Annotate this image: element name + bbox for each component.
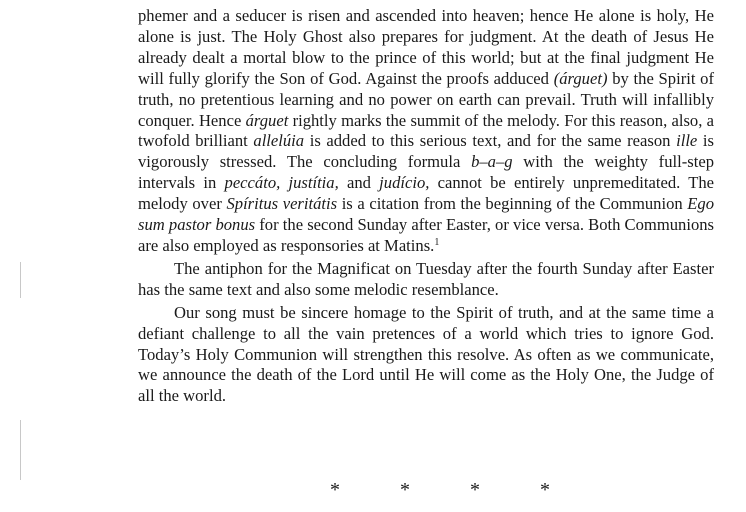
asterisk-4: * [540, 479, 550, 501]
text-run: with the weighty full-step intervals in [138, 152, 714, 193]
footnote-marker: 1 [434, 236, 440, 248]
italic-term: (árguet) [553, 68, 608, 88]
paragraph-3 [138, 303, 714, 408]
section-separator [320, 480, 560, 500]
italic-term: peccáto, justítia, [224, 173, 339, 193]
text-run: The antiphon for the Magnificat on Tuesday after the fourth Sunday after Easter has the same text and also some melodic resemblance. [138, 258, 714, 299]
text-run: is added to this serious text, and for the same reason [304, 131, 677, 151]
italic-term: b–a–g [471, 152, 513, 172]
text-run: cannot be entirely unpremeditated. The melody over [138, 173, 714, 214]
text-run: by the Spirit of truth, no pretentious learning and no power on earth can prevail. Truth will infallibly conquer. Hence [138, 68, 714, 130]
italic-term: árguet [245, 110, 289, 130]
italic-term: ille [676, 131, 698, 151]
text-run: Our song must be sincere homage to the Spirit of truth, and at the same time a defiant challenge to all the vain pretences of a world which tries to ignore God. Today’s Holy Communion will strengthen this resolve. As often as we communicate, we announce the death of the Lord until He will come as the Holy One, the Judge of all the world. [138, 302, 714, 406]
paragraph-2 [138, 259, 714, 301]
italic-term: judício, [379, 173, 430, 193]
text-run: rightly marks the summit of the melody. For this reason, also, a twofold brilliant [138, 110, 714, 151]
margin-scan-mark-upper [20, 262, 21, 298]
asterisk-2: * [400, 479, 410, 501]
italic-term: Ego sum pastor bonus [138, 194, 714, 235]
asterisk-1: * [330, 479, 340, 501]
margin-scan-mark-lower [20, 420, 21, 480]
text-run: for the second Sunday after Easter, or vice versa. Both Communions are also employed as responsories at Matins. [138, 215, 714, 255]
text-run: and [338, 173, 380, 193]
text-run: phemer and a seducer is risen and ascended into heaven; hence He alone is holy, He alone is just. The Holy Ghost also prepares for judgment. At the death of Jesus He already dealt a mortal blow to the prince of this world; but at the final judgment He will fully glorify the Son of God. Against the proofs adduced [138, 6, 714, 88]
text-run: is a citation from the beginning of the Communion [337, 194, 688, 214]
asterisk-3: * [470, 479, 480, 501]
italic-term: allelúia [253, 131, 305, 151]
text-run: is vigorously stressed. The concluding formula [138, 131, 714, 172]
italic-term: Spíritus veritátis [226, 194, 338, 214]
paragraph-1 [138, 6, 714, 257]
book-page-body [138, 6, 714, 407]
